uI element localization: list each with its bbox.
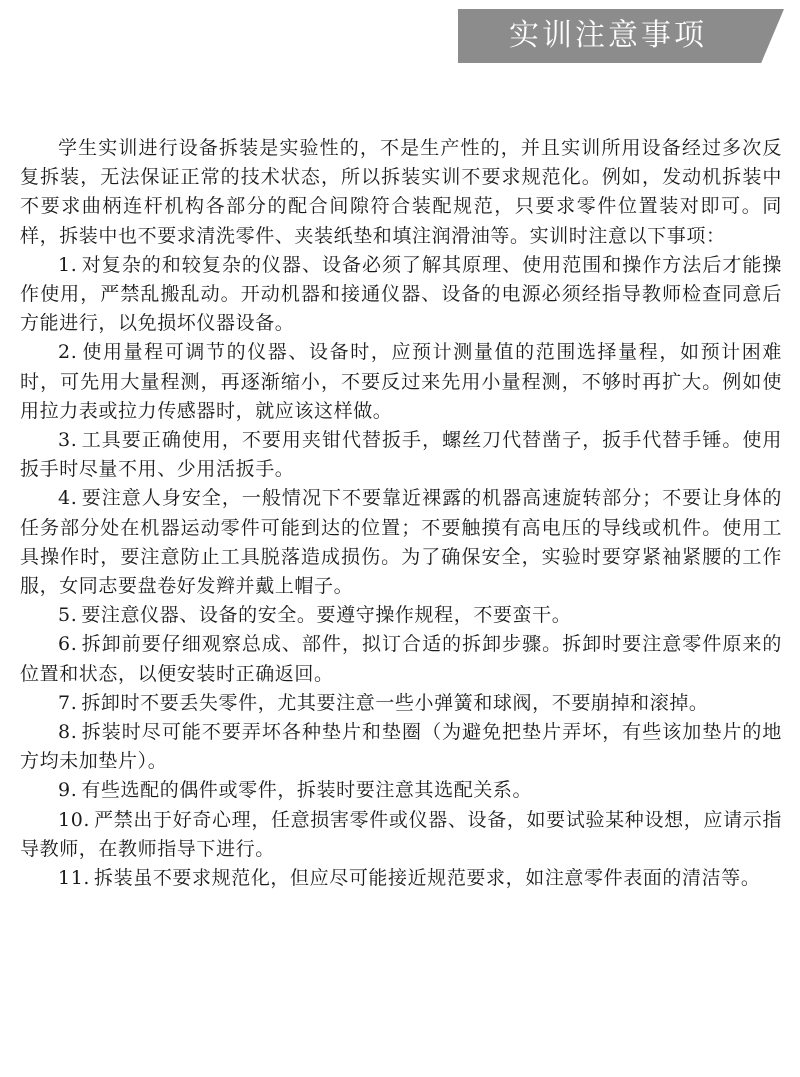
- page-title: 实训注意事项: [509, 18, 707, 53]
- item-text: 要注意仪器、设备的安全。要遵守操作规程，不要蛮干。: [81, 604, 572, 627]
- list-item: [20, 601, 782, 630]
- item-text: 拆装虽不要求规范化，但应尽可能接近规范要求，如注意零件表面的清洁等。: [94, 867, 761, 890]
- item-number: 3.: [58, 429, 78, 452]
- list-item: [20, 338, 782, 426]
- item-number: 11.: [58, 867, 91, 890]
- item-text: 严禁出于好奇心理，任意损害零件或仪器、设备，如要试验某种设想，应请示指导教师，在教师指导下进行。: [20, 808, 782, 860]
- item-number: 5.: [58, 604, 78, 627]
- list-item: [20, 251, 782, 339]
- list-item: [20, 718, 782, 776]
- item-text: 对复杂的和较复杂的仪器、设备必须了解其原理、使用范围和操作方法后才能操作使用，严禁乱搬乱动。开动机器和接通仪器、设备的电源必须经指导教师检查同意后方能进行，以免损坏仪器设备。: [20, 253, 782, 335]
- item-number: 10.: [58, 808, 91, 831]
- item-text: 要注意人身安全，一般情况下不要靠近裸露的机器高速旋转部分；不要让身体的任务部分处在机器运动零件可能到达的位置；不要触摸有高电压的导线或机件。使用工具操作时，要注意防止工具脱落造成损伤。为了确保安全，实验时要穿紧袖紧腰的工作服，女同志要盘卷好发辫并戴上帽子。: [20, 487, 782, 598]
- item-number: 7.: [58, 691, 78, 714]
- list-item: [20, 806, 782, 864]
- item-number: 4.: [58, 487, 78, 510]
- item-number: 1.: [58, 253, 78, 276]
- list-item: [20, 776, 782, 805]
- item-text: 有些选配的偶件或零件，拆装时要注意其选配关系。: [81, 779, 533, 802]
- item-number: 6.: [58, 633, 78, 656]
- item-number: 9.: [58, 779, 78, 802]
- item-number: 8.: [58, 721, 78, 744]
- list-item: [20, 426, 782, 484]
- list-item: [20, 630, 782, 688]
- item-text: 拆卸前要仔细观察总成、部件，拟订合适的拆卸步骤。拆卸时要注意零件原来的位置和状态，以便安装时正确返回。: [20, 633, 782, 685]
- item-text: 工具要正确使用，不要用夹钳代替扳手，螺丝刀代替凿子，扳手代替手锤。使用扳手时尽量不用、少用活扳手。: [20, 429, 782, 481]
- list-item: [20, 689, 782, 718]
- item-text: 拆装时尽可能不要弄坏各种垫片和垫圈（为避免把垫片弄坏，有些该加垫片的地方均未加垫片）。: [20, 721, 782, 773]
- list-item: [20, 484, 782, 601]
- document-body: [20, 134, 782, 893]
- item-text: 使用量程可调节的仪器、设备时，应预计测量值的范围选择量程，如预计困难时，可先用大量程测，再逐渐缩小，不要反过来先用小量程测，不够时再扩大。例如使用拉力表或拉力传感器时，就应该这样做。: [20, 341, 782, 422]
- item-number: 2.: [58, 341, 78, 364]
- list-item: [20, 864, 782, 893]
- intro-paragraph: 学生实训进行设备拆装是实验性的，不是生产性的，并且实训所用设备经过多次反复拆装，无法保证正常的技术状态，所以拆装实训不要求规范化。例如，发动机拆装中不要求曲柄连杆机构各部分的配合间隙符合装配规范，只要求零件位置装对即可。同样，拆装中也不要求清洗零件、夹装纸垫和填注润滑油等。实训时注意以下事项：: [20, 137, 782, 247]
- item-text: 拆卸时不要丢失零件，尤其要注意一些小弹簧和球阀，不要崩掉和滚掉。: [81, 691, 709, 714]
